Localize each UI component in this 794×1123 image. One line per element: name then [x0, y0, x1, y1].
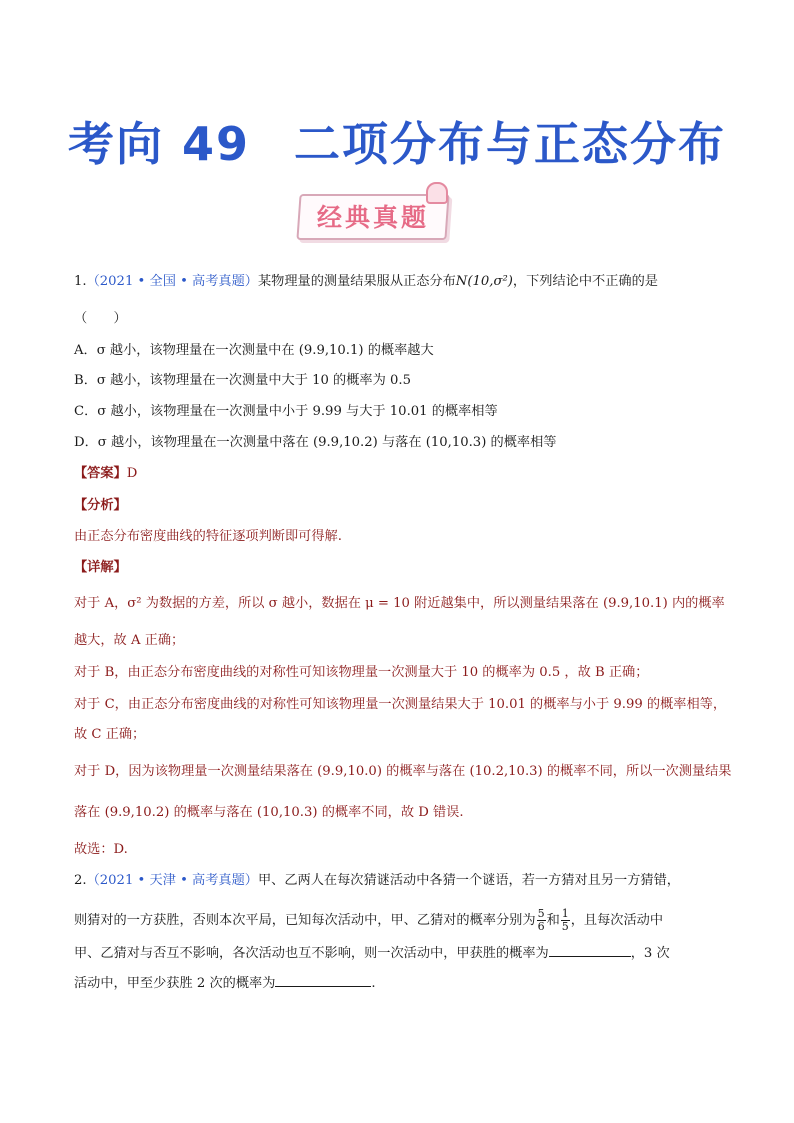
q1-detail-line: 对于 B，由正态分布密度曲线的对称性可知该物理量一次测量大于 10 的概率为 0.5 ，故 B 正确； — [74, 665, 649, 680]
q1-detail-line: 对于 C，由正态分布密度曲线的对称性可知该物理量一次测量结果大于 10.01 的概率与小于 9.99 的概率相等， — [74, 697, 727, 712]
q1-analysis-tag: 【分析】 — [74, 498, 127, 513]
q1-option-d: D．σ 越小，该物理量在一次测量中落在 (9.9,10.2) 与落在 (10,10.3) 的概率相等 — [74, 435, 557, 450]
q2-stem-line: 甲、乙猜对与否互不影响，各次活动也互不影响，则一次活动中，甲获胜的概率为 ，3 次 — [74, 946, 670, 961]
q2-stem-line: 活动中，甲至少获胜 2 次的概率为 . — [74, 976, 376, 991]
q1-paren: （ ） — [74, 311, 127, 326]
fraction-5-6: $\frac{5}{6}$ — [537, 907, 545, 933]
q2-stem-line: 2.（2021 • 天津 • 高考真题）甲、乙两人在每次猜谜活动中各猜一个谜语，若一方猜对且另一方猜错， — [74, 873, 680, 888]
answer-blank-1[interactable] — [549, 944, 631, 957]
q1-option-b: B．σ 越小，该物理量在一次测量中大于 10 的概率为 0.5 — [74, 373, 411, 388]
fraction-1-5: $\frac{1}{5}$ — [561, 907, 569, 933]
q1-conclusion: 故选：D. — [74, 842, 128, 857]
q1-distribution: N(10,σ²) — [455, 274, 513, 289]
q1-detail-line: 对于 D，因为该物理量一次测量结果落在 (9.9,10.0) 的概率与落在 (10.2,10.3) 的概率不同，所以一次测量结果 — [74, 764, 732, 779]
q2-source: （2021 • 天津 • 高考真题） — [86, 873, 258, 888]
title-prefix: 考向 49 — [67, 117, 251, 171]
q1-detail-tag: 【详解】 — [74, 560, 127, 575]
banner-label: 经典真题 — [316, 203, 429, 232]
q1-answer: 【答案】D — [74, 466, 138, 481]
q1-detail-line: 对于 A，σ² 为数据的方差，所以 σ 越小，数据在 μ = 10 附近越集中，所以测量结果落在 (9.9,10.1) 内的概率 — [74, 596, 725, 611]
q1-option-c: C．σ 越小，该物理量在一次测量中小于 9.99 与大于 10.01 的概率相等 — [74, 404, 498, 419]
answer-blank-2[interactable] — [275, 974, 371, 987]
q1-detail-line: 越大，故 A 正确； — [74, 633, 185, 648]
q1-detail-line: 落在 (9.9,10.2) 的概率与落在 (10,10.3) 的概率不同，故 D 错误. — [74, 805, 464, 820]
page-title — [0, 108, 794, 174]
q1-source: （2021 • 全国 • 高考真题） — [86, 274, 258, 289]
title-main: 二项分布与正态分布 — [294, 117, 727, 171]
q1-option-a: A．σ 越小，该物理量在一次测量中在 (9.9,10.1) 的概率越大 — [74, 343, 434, 358]
q1-stem: 1.（2021 • 全国 • 高考真题）某物理量的测量结果服从正态分布N(10,σ²)，下列结论中不正确的是 — [74, 274, 658, 289]
section-banner — [298, 190, 448, 240]
q1-detail-line: 故 C 正确； — [74, 727, 146, 742]
q1-analysis: 由正态分布密度曲线的特征逐项判断即可得解. — [74, 529, 342, 544]
q2-stem-line: 则猜对的一方获胜，否则本次平局，已知每次活动中，甲、乙猜对的概率分别为 $\frac{5}{6}$ 和 $\frac{1}{5}$ ，且每次活动中 — [74, 907, 664, 933]
